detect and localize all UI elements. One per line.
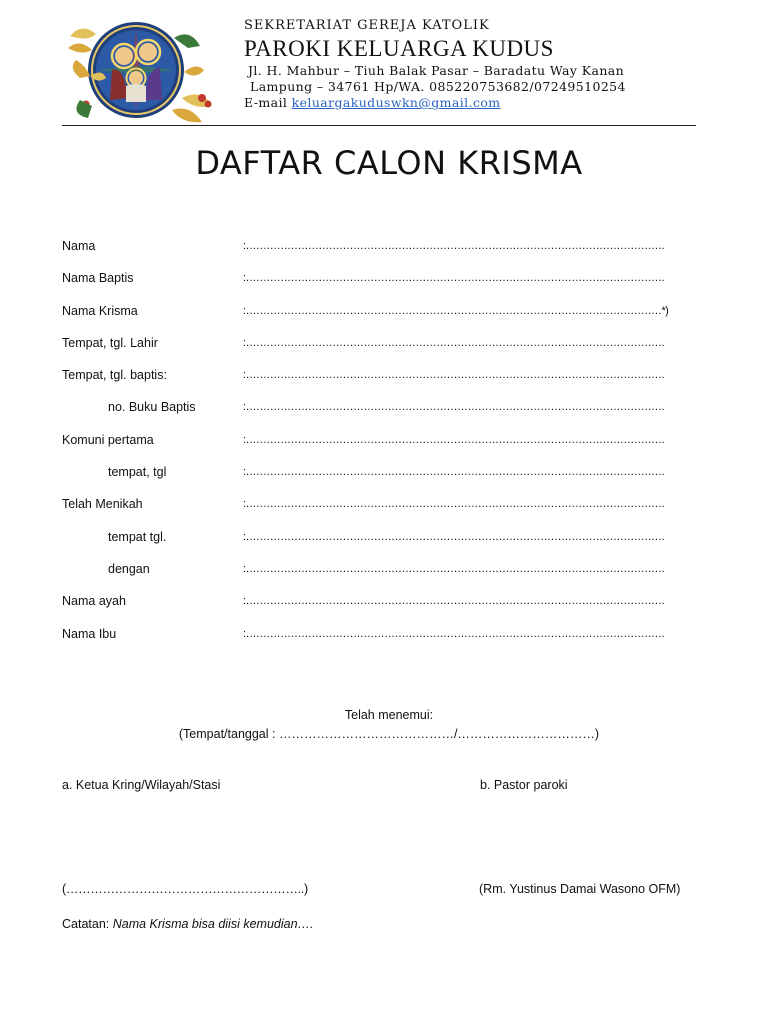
field-nama-krisma [62,301,722,333]
field-tempat-tgl-lahir [62,333,722,365]
field-label: Telah Menikah [62,497,143,512]
field-label: Nama Krisma [62,303,138,318]
field-label: Nama ayah [62,594,126,609]
field-blank[interactable]: :…………………………………………………………………………………………………………. [243,369,664,382]
field-label: tempat, tgl [108,465,167,480]
place-date-line[interactable]: (Tempat/tanggal : ……………………………………/……………………………) [178,727,600,741]
signer-b-role: b. Pastor paroki [480,778,568,792]
letterhead-text [244,16,694,111]
note-label: Catatan: [62,917,113,931]
field-label: Nama [62,239,96,253]
address-line-1: Jl. H. Mahbur – Tiuh Balak Pasar – Baradatu Way Kanan [248,63,625,78]
field-blank[interactable]: :…………………………………………………………………………………………………………. [243,272,664,285]
field-no-buku-baptis [62,397,722,429]
field-komuni-tempat-tgl [62,462,722,494]
document-title: DAFTAR CALON KRISMA [195,144,583,182]
signer-a-name-blank[interactable]: (…………………………………………………..) [62,882,308,896]
met-heading: Telah menemui: [344,708,434,722]
field-dengan [62,559,722,591]
field-blank[interactable]: :…………………………………………………………………………………………………………. [243,240,664,252]
email-line [244,95,694,111]
field-telah-menikah [62,494,722,526]
field-label: Tempat, tgl. baptis: [62,368,167,383]
address-line-2: Lampung – 34761 Hp/WA. 085220753682/07249510254 [250,79,626,94]
field-label: Tempat, tgl. Lahir [62,335,158,350]
field-tempat-tgl-baptis [62,365,722,397]
note-text: Nama Krisma bisa diisi kemudian…. [112,917,314,931]
field-blank[interactable]: :…………………………………………………………………………………………………………. [243,530,664,543]
parish-name: PAROKI KELUARGA KUDUS [244,36,554,61]
email-link[interactable]: keluargakuduswkn@gmail.com [291,95,501,110]
field-blank[interactable]: :…………………………………………………………………………………………………………. [243,401,664,414]
field-label: Komuni pertama [62,432,154,447]
field-blank[interactable]: :…………………………………………………………………………………………………………. [243,433,664,446]
field-blank[interactable]: :…………………………………………………………………………………………………………. [243,562,664,575]
note [62,917,314,931]
field-blank[interactable]: :…………………………………………………………………………………………………………*) [243,304,669,317]
field-nama-ibu [62,624,722,656]
field-label: Nama Baptis [62,271,134,286]
field-blank[interactable]: :…………………………………………………………………………………………………………. [243,595,664,608]
letterhead [62,16,696,126]
field-blank[interactable]: :…………………………………………………………………………………………………………. [243,336,664,349]
signer-a-role: a. Ketua Kring/Wilayah/Stasi [62,778,221,792]
field-blank[interactable]: :…………………………………………………………………………………………………………. [243,498,664,511]
form-fields [62,236,722,656]
secretariat-heading: SEKRETARIAT GEREJA KATOLIK [244,18,490,33]
email-label: E-mail [244,95,292,110]
field-label: tempat tgl. [108,529,167,544]
signer-b-name: (Rm. Yustinus Damai Wasono OFM) [479,882,681,896]
field-blank[interactable]: :…………………………………………………………………………………………………………. [243,466,664,479]
parish-logo [62,18,218,124]
field-komuni-pertama [62,430,722,462]
field-label: dengan [108,561,150,576]
field-nama-baptis [62,268,722,300]
field-label: no. Buku Baptis [108,400,196,415]
field-label: Nama Ibu [62,626,117,641]
field-nama-ayah [62,591,722,623]
field-blank[interactable]: :…………………………………………………………………………………………………………. [243,627,664,640]
field-nama [62,236,722,268]
field-nikah-tempat-tgl [62,527,722,559]
letterhead-divider [62,125,696,126]
